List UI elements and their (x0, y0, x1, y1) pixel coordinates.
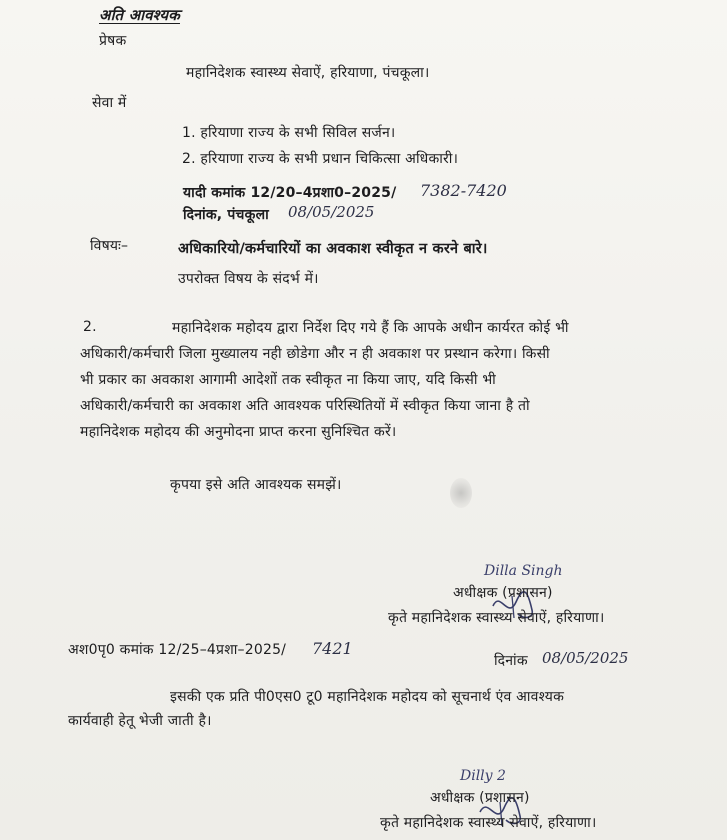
body-line: महानिदेशक महोदय द्वारा निर्देश दिए गये हैं कि आपके अधीन कार्यरत कोई भी (172, 320, 569, 336)
sender-text: महानिदेशक स्वास्थ्य सेवाऐं, हरियाणा, पंचकूला। (186, 65, 430, 81)
request-line: कृपया इसे अति आवश्यक समझें। (170, 477, 342, 493)
reference-number: यादी कमांक 12/20–4प्रशा0–2025/ (183, 185, 397, 201)
body-paragraph (80, 315, 658, 445)
ink-smudge (450, 478, 472, 508)
signature-handwritten: Dilly 2 (460, 768, 506, 784)
endorsement-number-handwritten: 7421 (312, 639, 353, 658)
body-line: अधिकारी/कर्मचारी जिला मुख्यालय नही छोडेगा और न ही अवकाश पर प्रस्थान करेगा। किसी (80, 346, 550, 362)
sender-label: प्रेषक (99, 33, 127, 49)
signatory-designation: अधीक्षक (प्रशासन) (453, 585, 553, 601)
body-line: भी प्रकार का अवकाश आगामी आदेशों तक स्वीकृत ना किया जाए, यदि किसी भी (80, 372, 497, 388)
signature-handwritten: Dilla Singh (484, 563, 563, 579)
body-line: महानिदेशक महोदय की अनुमोदना प्राप्त करना सुनिश्चित करें। (80, 424, 397, 440)
reference-date-handwritten: 08/05/2025 (288, 203, 375, 221)
signatory-for: कृते महानिदेशक स्वास्थ्य सेवाऐं, हरियाणा। (388, 610, 605, 626)
endorsement-date-label: दिनांक (494, 653, 528, 669)
paragraph-number: 2. (83, 319, 97, 335)
endorsement-text-line: कार्यवाही हेतू भेजी जाती है। (68, 713, 212, 729)
signatory-designation: अधीक्षक (प्रशासन) (430, 790, 530, 806)
signatory-for: कृते महानिदेशक स्वास्थ्य सेवाऐं, हरियाणा। (380, 815, 597, 831)
reference-date-label: दिनांक, पंचकूला (183, 207, 269, 223)
endorsement-date-handwritten: 08/05/2025 (542, 649, 629, 667)
endorsement-number: अश0पृ0 कमांक 12/25–4प्रशा–2025/ (68, 642, 287, 658)
subject-text: अधिकारियो/कर्मचारियों का अवकाश स्वीकृत न करने बारे। (178, 241, 488, 257)
recipient-item: 2. हरियाणा राज्य के सभी प्रधान चिकित्सा अधिकारी। (182, 151, 459, 167)
subject-label: विषयः– (90, 238, 129, 254)
recipient-item: 1. हरियाणा राज्य के सभी सिविल सर्जन। (182, 125, 396, 141)
body-line: अधिकारी/कर्मचारी का अवकाश अति आवश्यक परिस्थितियों में स्वीकृत किया जाना है तो (80, 398, 530, 414)
urgent-heading: अति आवश्यक (99, 6, 180, 24)
endorsement-text-line: इसकी एक प्रति पी0एस0 टू0 महानिदेशक महोदय को सूचनार्थ एंव आवश्यक (170, 689, 565, 705)
subject-context: उपरोक्त विषय के संदर्भ में। (178, 271, 319, 287)
recipients-label: सेवा में (92, 95, 127, 111)
reference-number-handwritten: 7382-7420 (420, 181, 507, 200)
